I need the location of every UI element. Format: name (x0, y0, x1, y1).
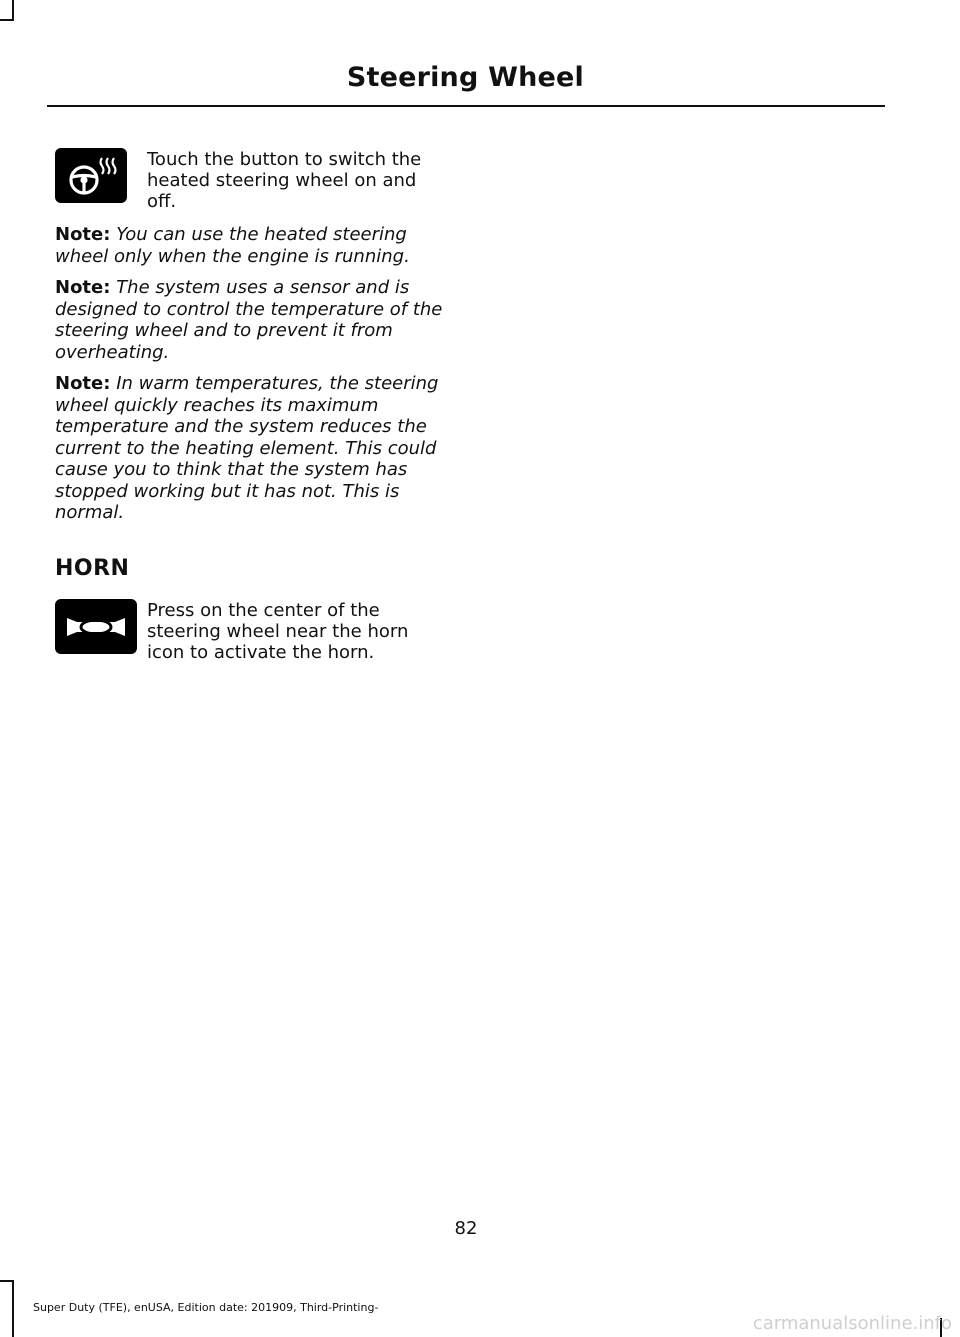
horn-icon (55, 599, 137, 654)
note-label: Note: (55, 224, 111, 245)
horn-instruction (55, 599, 450, 663)
note-warm-temperatures (55, 373, 450, 524)
section-title: Steering Wheel (346, 62, 584, 93)
heated-steering-wheel-icon (55, 148, 127, 203)
note-label: Note: (55, 373, 111, 394)
note-engine-running (55, 224, 450, 267)
note-sensor (55, 277, 450, 363)
horn-text: Press on the center of the steering wheel near the horn icon to activate the horn. (147, 599, 409, 663)
note-text: The system uses a sensor and is designed to control the temperature of the steering wheel and to prevent it from overheating. (55, 277, 443, 363)
watermark: carmanualsonline.info (752, 1313, 952, 1334)
page-number: 82 (454, 1218, 478, 1239)
crop-mark (12, 0, 14, 20)
note-text: You can use the heated steering wheel only when the engine is running. (55, 224, 410, 267)
note-text: In warm temperatures, the steering wheel quickly reaches its maximum temperature and the system reduces the current to the heating element. This could cause you to think that the system has stopped working but it has not. This is normal. (55, 373, 439, 523)
note-label: Note: (55, 277, 111, 298)
header-rule (47, 105, 885, 107)
crop-mark (0, 1280, 14, 1282)
content-column (55, 148, 450, 663)
horn-heading: HORN (55, 555, 130, 581)
edition-footer: Super Duty (TFE), enUSA, Edition date: 201909, Third-Printing- (33, 1301, 379, 1314)
crop-mark (0, 19, 14, 21)
heated-wheel-text: Touch the button to switch the heated steering wheel on and off. (147, 149, 422, 212)
heated-wheel-instruction (55, 148, 450, 212)
crop-mark (12, 1280, 14, 1337)
